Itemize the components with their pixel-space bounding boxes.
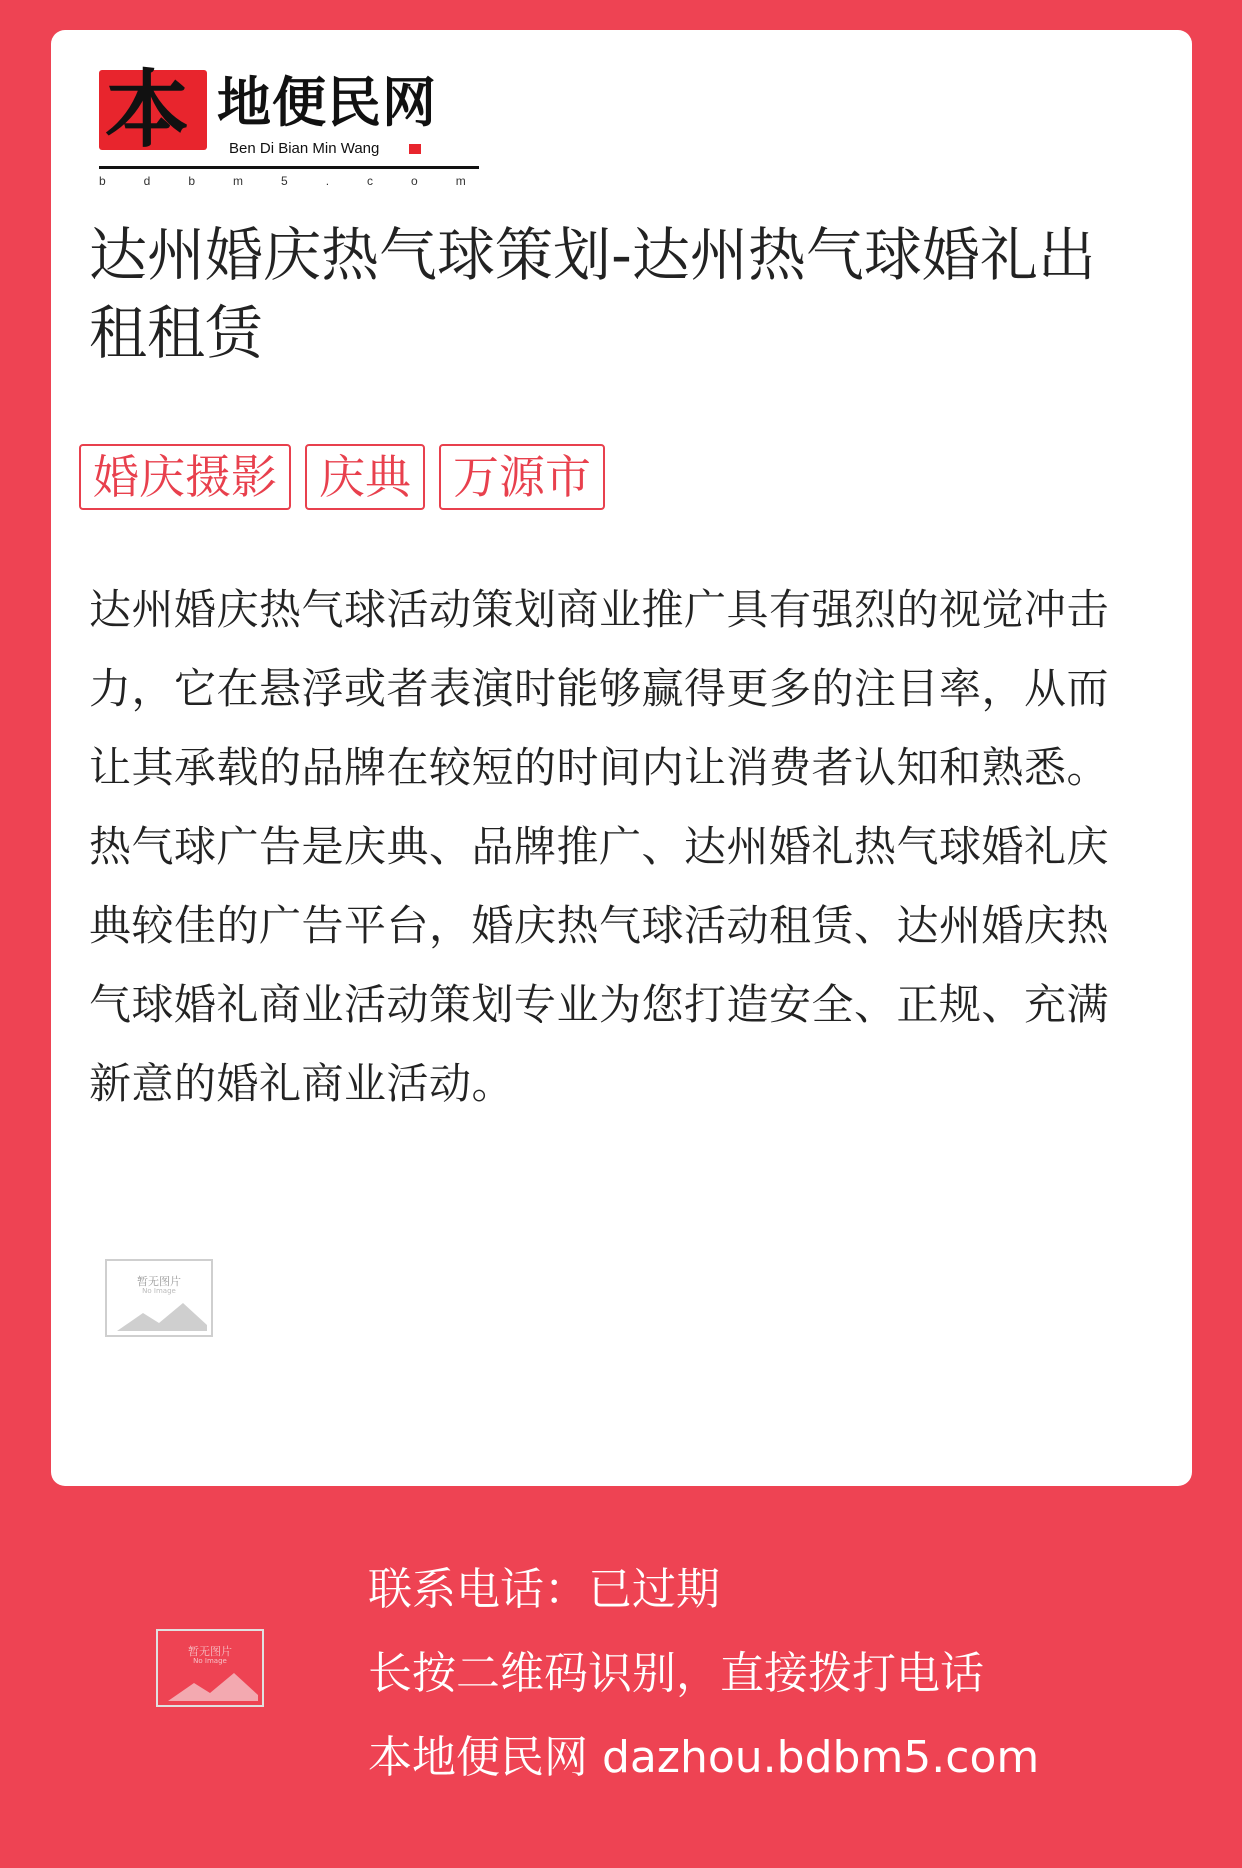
site-link[interactable]: 本地便民网 dazhou.bdbm5.com xyxy=(368,1732,1040,1783)
contact-phone: 联系电话：已过期 xyxy=(368,1564,720,1615)
logo-pinyin: Ben Di Bian Min Wang xyxy=(229,140,380,157)
article-body: 达州婚庆热气球活动策划商业推广具有强烈的视觉冲击力，它在悬浮或者表演时能够赢得更多的注目率，从而让其承载的品牌在较短的时间内让消费者认知和熟悉。热气球广告是庆典、品牌推广、达州婚礼热气球婚礼庆典较佳的广告平台，婚庆热气球活动租赁、达州婚庆热气球婚礼商业活动策划专业为您打造安全、正规、充满新意的婚礼商业活动。 xyxy=(89,585,1110,1108)
logo-name: 地便民网 xyxy=(217,70,437,134)
qr-code-placeholder[interactable] xyxy=(156,1629,264,1707)
logo-mark-char: 本 xyxy=(105,60,190,159)
qr-instruction: 长按二维码识别，直接拨打电话 xyxy=(368,1648,984,1699)
tag-wanyuan[interactable]: 万源市 xyxy=(439,444,605,510)
mountain-icon xyxy=(158,1665,262,1705)
footer-contact xyxy=(368,1548,1218,1800)
logo-dot xyxy=(409,144,421,154)
site-logo[interactable] xyxy=(99,60,519,188)
tag-wedding-photography[interactable]: 婚庆摄影 xyxy=(79,444,291,510)
placeholder-title: 暂无图片 xyxy=(188,1645,232,1658)
logo-mark xyxy=(99,60,207,159)
mountain-icon xyxy=(107,1295,211,1335)
tag-list xyxy=(79,444,605,510)
article-title: 达州婚庆热气球策划-达州热气球婚礼出租租赁 xyxy=(89,221,1096,367)
content-card xyxy=(51,30,1192,1486)
placeholder-subtitle: No Image xyxy=(193,1657,227,1665)
placeholder-title: 暂无图片 xyxy=(137,1275,181,1288)
logo-underline xyxy=(99,166,479,169)
logo-domain: bdbm5.com xyxy=(99,174,504,188)
placeholder-subtitle: No Image xyxy=(142,1287,176,1295)
tag-celebration[interactable]: 庆典 xyxy=(305,444,425,510)
article-image-placeholder[interactable] xyxy=(105,1259,213,1337)
